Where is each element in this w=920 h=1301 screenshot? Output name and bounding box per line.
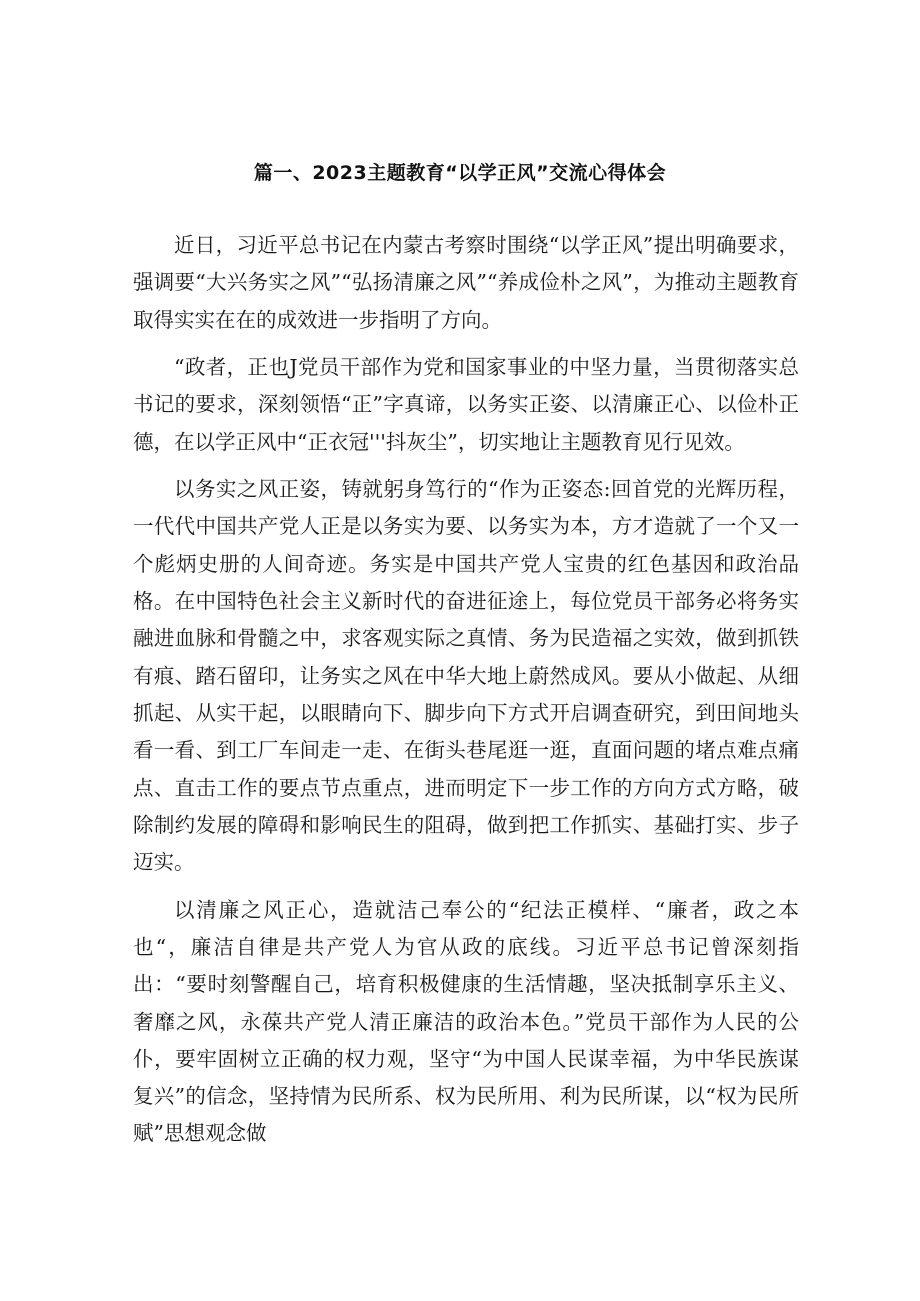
paragraph-1: 近日，习近平总书记在内蒙古考察时围绕“以学正风”提出明确要求，强调要“大兴务实之风”“弘扬清廉之风”“养成俭朴之风”，为推动主题教育取得实实在在的成效进一步指明了方向。 <box>133 233 799 332</box>
document-body <box>133 227 799 1163</box>
document-title: 篇一、2023主题教育“以学正风”交流心得体会 <box>253 162 667 184</box>
paragraph-2: “政者，正也J党员干部作为党和国家事业的中坚力量，当贯彻落实总书记的要求，深刻领悟“正”字真谛，以务实正姿、以清廉正心、以俭朴正德，在以学正风中“正衣冠'''抖灰尘”，切实地让主题教育见行见效。 <box>133 355 799 454</box>
paragraph-3: 以务实之风正姿，铸就躬身笃行的“作为正姿态:回首党的光辉历程，一代代中国共产党人正是以务实为要、以务实为本，方才造就了一个又一个彪炳史册的人间奇迹。务实是中国共产党人宝贵的红色基因和政治品格。在中国特色社会主义新时代的奋进征途上，每位党员干部务必将务实融进血脉和骨髓之中，求客观实际之真情、务为民造福之实效，做到抓铁有痕、踏石留印，让务实之风在中华大地上蔚然成风。要从小做起、从细抓起、从实干起，以眼睛向下、脚步向下方式开启调查研究，到田间地头看一看、到工厂车间走一走、在街头巷尾逛一逛，直面问题的堵点难点痛点、直击工作的要点节点重点，进而明定下一步工作的方向方式方略，破除制约发展的障碍和影响民生的阻碍，做到把工作抓实、基础打实、步子迈实。 <box>133 477 799 875</box>
paragraph-4: 以清廉之风正心，造就洁己奉公的“纪法正模样、“廉者，政之本也“，廉洁自律是共产党人为官从政的底线。习近平总书记曾深刻指出：“要时刻警醒自己，培育积极健康的生活情趣，坚决抵制享乐主义、奢靡之风，永葆共产党人清正廉洁的政治本色。”党员干部作为人民的公仆，要牢固树立正确的权力观，坚守“为中国人民谋幸福，为中华民族谋复兴”的信念，坚持情为民所系、权为民所用、利为民所谋，以“权为民所赋”思想观念做 <box>133 897 799 1146</box>
